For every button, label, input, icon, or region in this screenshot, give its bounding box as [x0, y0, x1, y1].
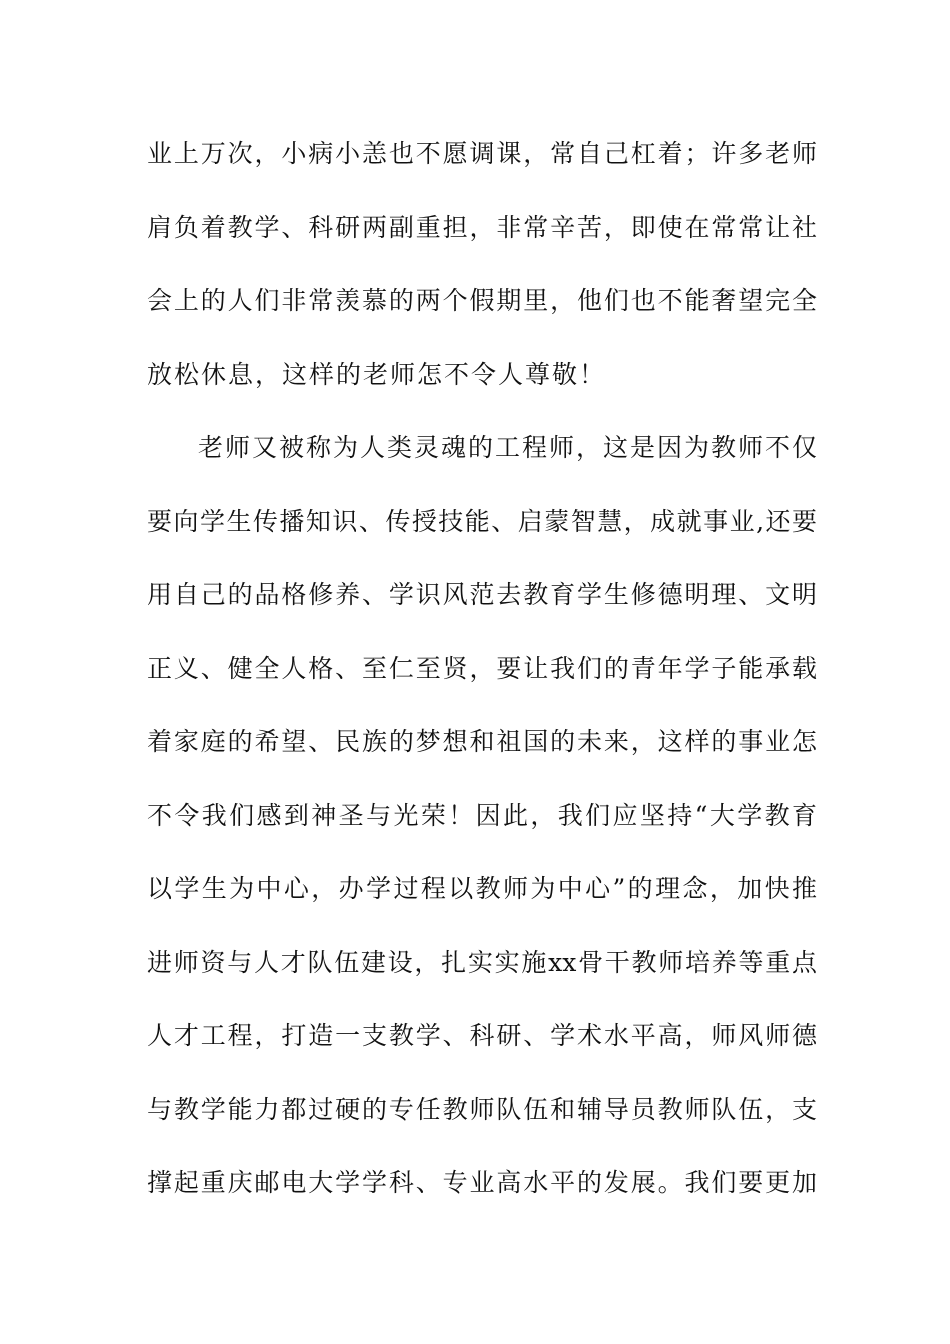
text-line: 与教学能力都过硬的专任教师队伍和辅导员教师队伍，支 — [147, 1094, 817, 1124]
text-line: 人才工程，打造一支教学、科研、学术水平高，师风师德 — [147, 1021, 817, 1050]
text-line: 会上的人们非常羡慕的两个假期里，他们也不能奢望完全 — [147, 286, 817, 315]
text-line: 要向学生传播知识、传授技能、启蒙智慧，成就事业,还要 — [147, 506, 817, 536]
document-body — [147, 124, 817, 1227]
text-line: 不令我们感到神圣与光荣！因此，我们应坚持“大学教育 — [147, 800, 817, 830]
text-line: 着家庭的希望、民族的梦想和祖国的未来，这样的事业怎 — [147, 727, 817, 756]
paragraph-2 — [147, 418, 817, 1227]
text-line: 撑起重庆邮电大学学科、专业高水平的发展。我们要更加 — [147, 1168, 817, 1197]
text-line: 进师资与人才队伍建设，扎实实施xx骨干教师培养等重点 — [147, 947, 817, 977]
text-line: 正义、健全人格、至仁至贤，要让我们的青年学子能承载 — [147, 653, 817, 683]
text-line: 肩负着教学、科研两副重担，非常辛苦，即使在常常让社 — [147, 212, 817, 242]
text-line: 业上万次，小病小恙也不愿调课，常自己杠着；许多老师 — [147, 139, 817, 168]
text-line: 以学生为中心，办学过程以教师为中心”的理念，加快推 — [147, 874, 817, 903]
text-line: 用自己的品格修养、学识风范去教育学生修德明理、文明 — [147, 580, 817, 609]
paragraph-1 — [147, 124, 817, 418]
text-line: 老师又被称为人类灵魂的工程师，这是因为教师不仅 — [198, 433, 817, 462]
text-line: 放松休息，这样的老师怎不令人尊敬！ — [147, 359, 607, 389]
